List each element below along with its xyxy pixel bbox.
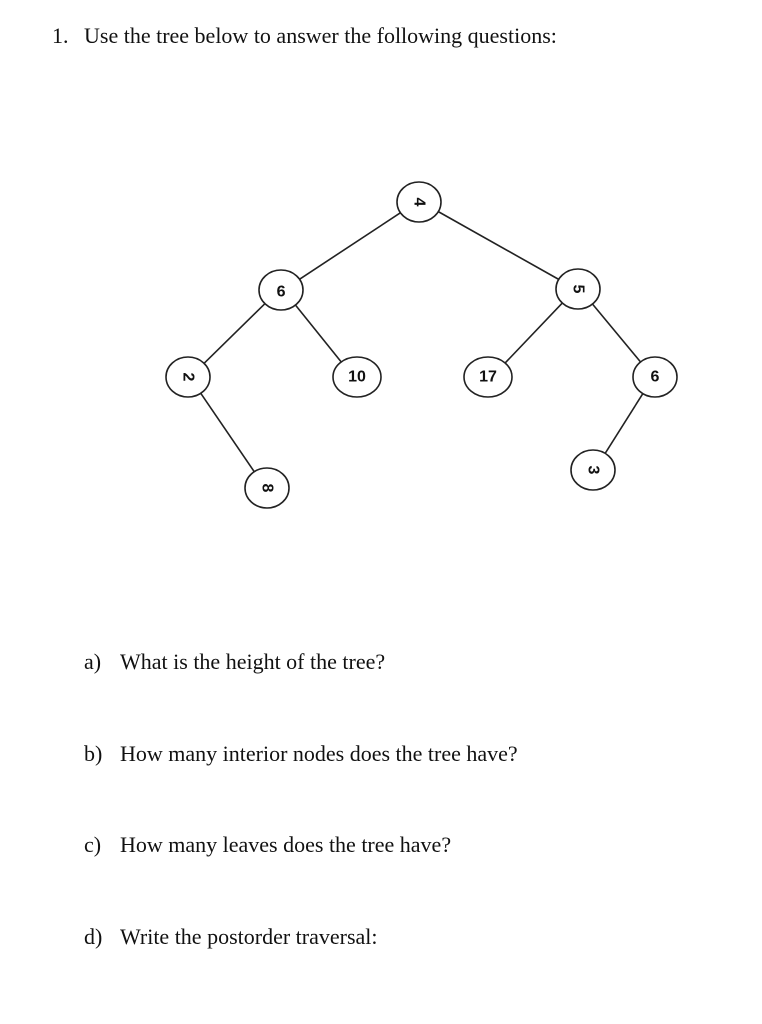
sub-question-a-text: What is the height of the tree? — [120, 649, 386, 674]
sub-question-d-text: Write the postorder traversal: — [120, 924, 378, 949]
tree-node-3 — [571, 450, 615, 490]
tree-edge-5-6 — [592, 303, 641, 362]
tree-edge-9-2 — [203, 303, 265, 364]
tree-edge-6-3 — [605, 393, 644, 454]
sub-question-c-text: How many leaves does the tree have? — [120, 832, 452, 857]
sub-question-b — [84, 740, 518, 768]
sub-question-c — [84, 831, 451, 859]
tree-edge-9-10 — [295, 304, 342, 362]
tree-node-5 — [556, 269, 600, 309]
tree-node-2 — [166, 357, 210, 397]
sub-question-d-label: d) — [84, 924, 103, 949]
tree-edge-4-9 — [299, 212, 402, 280]
tree-node-label-6: 6 — [650, 368, 660, 386]
tree-node-6 — [633, 357, 677, 397]
sub-question-b-text: How many interior nodes does the tree have? — [120, 741, 518, 766]
tree-node-4 — [397, 182, 441, 222]
tree-node-label-10: 10 — [348, 368, 366, 386]
tree-nodes — [166, 182, 677, 508]
tree-node-8 — [245, 468, 289, 508]
tree-node-17 — [464, 357, 512, 397]
tree-edge-4-5 — [437, 211, 559, 280]
tree-node-label-17: 17 — [479, 368, 497, 386]
sub-question-d — [84, 923, 378, 951]
sub-question-b-label: b) — [84, 741, 103, 766]
tree-edge-2-8 — [200, 392, 255, 472]
tree-node-9 — [259, 270, 303, 310]
question-number: 1. — [52, 23, 69, 48]
question-text: Use the tree below to answer the following questions: — [84, 23, 557, 48]
tree-node-label-8: 8 — [258, 483, 276, 493]
tree-node-label-3: 3 — [584, 465, 602, 475]
tree-node-10 — [333, 357, 381, 397]
tree-edges — [200, 211, 643, 472]
tree-edge-5-17 — [504, 302, 563, 363]
tree-node-label-4: 4 — [410, 197, 428, 207]
sub-question-c-label: c) — [84, 832, 102, 857]
sub-question-a — [84, 648, 385, 676]
tree-node-label-2: 2 — [179, 372, 197, 382]
tree-node-label-5: 5 — [569, 284, 587, 294]
sub-question-a-label: a) — [84, 649, 102, 674]
tree-node-label-9: 9 — [276, 281, 286, 299]
